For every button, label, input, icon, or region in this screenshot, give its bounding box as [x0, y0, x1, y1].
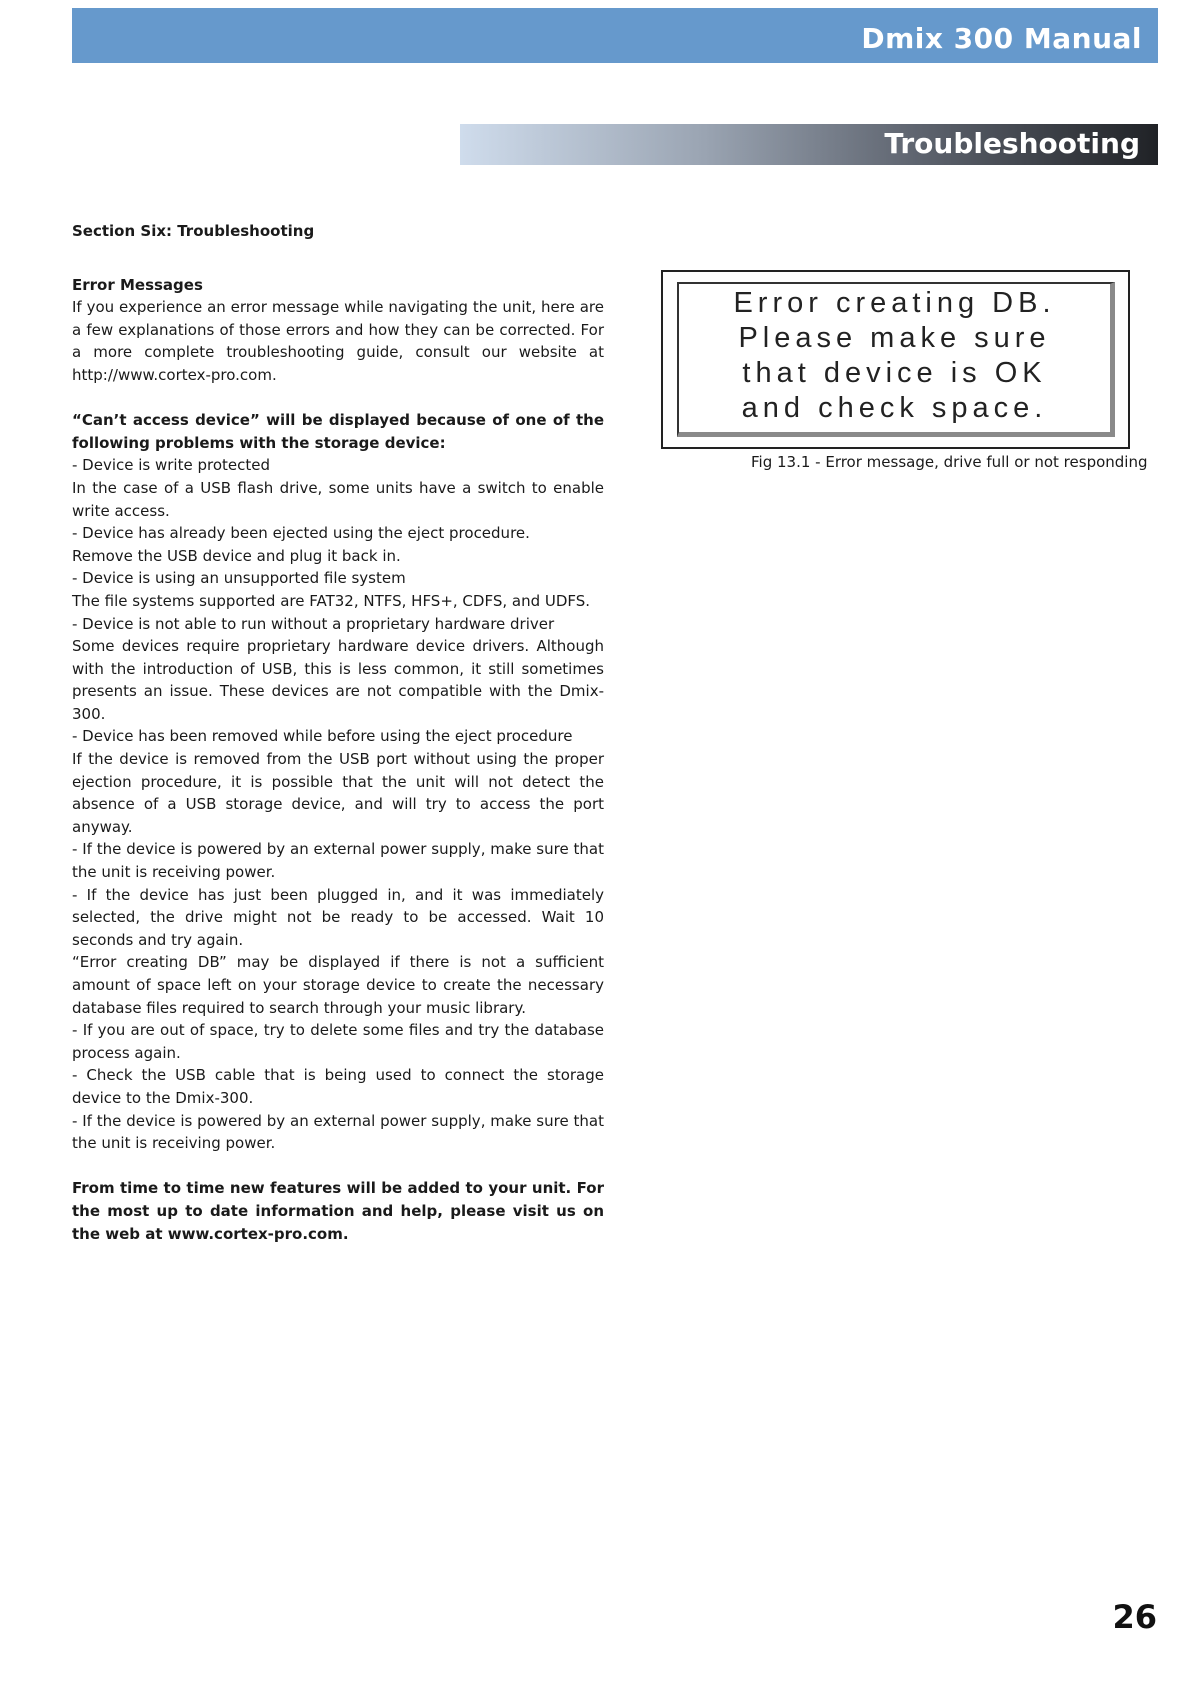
line-error-creating-db: “Error creating DB” may be displayed if there is not a sufficient amount of space left on your storage device to create the necessary database files required to search through your music library.: [72, 953, 604, 1017]
line-removed-before-eject-detail: If the device is removed from the USB port without using the proper ejection procedure, it is possible that the unit will not detect the absence of a USB storage device, and will try to access the port anyway.: [72, 750, 604, 836]
lcd-figure: [661, 270, 1130, 449]
line-external-power: - If the device is powered by an external power supply, make sure that the unit is receiving power.: [72, 840, 604, 882]
line-already-ejected-detail: Remove the USB device and plug it back in.: [72, 546, 401, 565]
section-banner-title: Troubleshooting: [884, 127, 1140, 160]
lcd-screen: [677, 282, 1115, 437]
section-banner: [460, 124, 1158, 165]
closing-note: From time to time new features will be added to your unit. For the most up to date information and help, please visit us on the web at www.cortex-pro.com.: [72, 1179, 604, 1243]
line-removed-before-eject: - Device has been removed while before using the eject procedure: [72, 727, 573, 746]
line-unsupported-fs-detail: The file systems supported are FAT32, NTFS, HFS+, CDFS, and UDFS.: [72, 591, 591, 610]
line-write-protected-detail: In the case of a USB flash drive, some units have a switch to enable write access.: [72, 478, 604, 520]
cant-access-heading: “Can’t access device” will be displayed because of one of the following problems with the storage device:: [72, 411, 604, 452]
figure-caption: Fig 13.1 - Error message, drive full or not responding: [751, 453, 1148, 471]
spacer: [72, 387, 604, 410]
line-proprietary-driver-detail: Some devices require proprietary hardware device drivers. Although with the introduction of USB, this is less common, it still sometimes presents an issue. These devices are not compatible with the Dmix-300.: [72, 637, 604, 723]
line-write-protected: - Device is write protected: [72, 456, 271, 475]
line-out-of-space: - If you are out of space, try to delete some files and try the database process again.: [72, 1021, 604, 1062]
spacer: [72, 1155, 604, 1178]
manual-title: Dmix 300 Manual: [861, 22, 1142, 55]
line-just-plugged-in: - If the device has just been plugged in, and it was immediately selected, the drive might not be ready to be accessed. Wait 10 seconds and try again.: [72, 885, 604, 949]
line-unsupported-fs: - Device is using an unsupported file system: [72, 569, 406, 588]
line-external-power-2: - If the device is powered by an external power supply, make sure that the unit is receiving power.: [72, 1111, 604, 1153]
line-already-ejected: - Device has already been ejected using the eject procedure.: [72, 524, 530, 543]
page-number: 26: [1112, 1598, 1157, 1636]
lcd-line: and check space.: [741, 392, 1048, 424]
error-messages-heading: Error Messages: [72, 275, 203, 294]
line-proprietary-driver: - Device is not able to run without a proprietary hardware driver: [72, 614, 555, 633]
lcd-line: that device is OK: [742, 357, 1047, 389]
header-bar: [72, 8, 1158, 63]
lcd-line: Please make sure: [738, 322, 1051, 354]
section-heading: Section Six: Troubleshooting: [72, 222, 315, 240]
lcd-line: Error creating DB.: [733, 287, 1056, 319]
error-messages-intro: If you experience an error message while navigating the unit, here are a few explanations of those errors and how they can be corrected. For a more complete troubleshooting guide, consult our website at http://www.cortex-pro.com.: [72, 298, 604, 384]
line-check-usb-cable: - Check the USB cable that is being used to connect the storage device to the Dmix-300.: [72, 1066, 604, 1107]
body-text: [72, 220, 604, 1245]
